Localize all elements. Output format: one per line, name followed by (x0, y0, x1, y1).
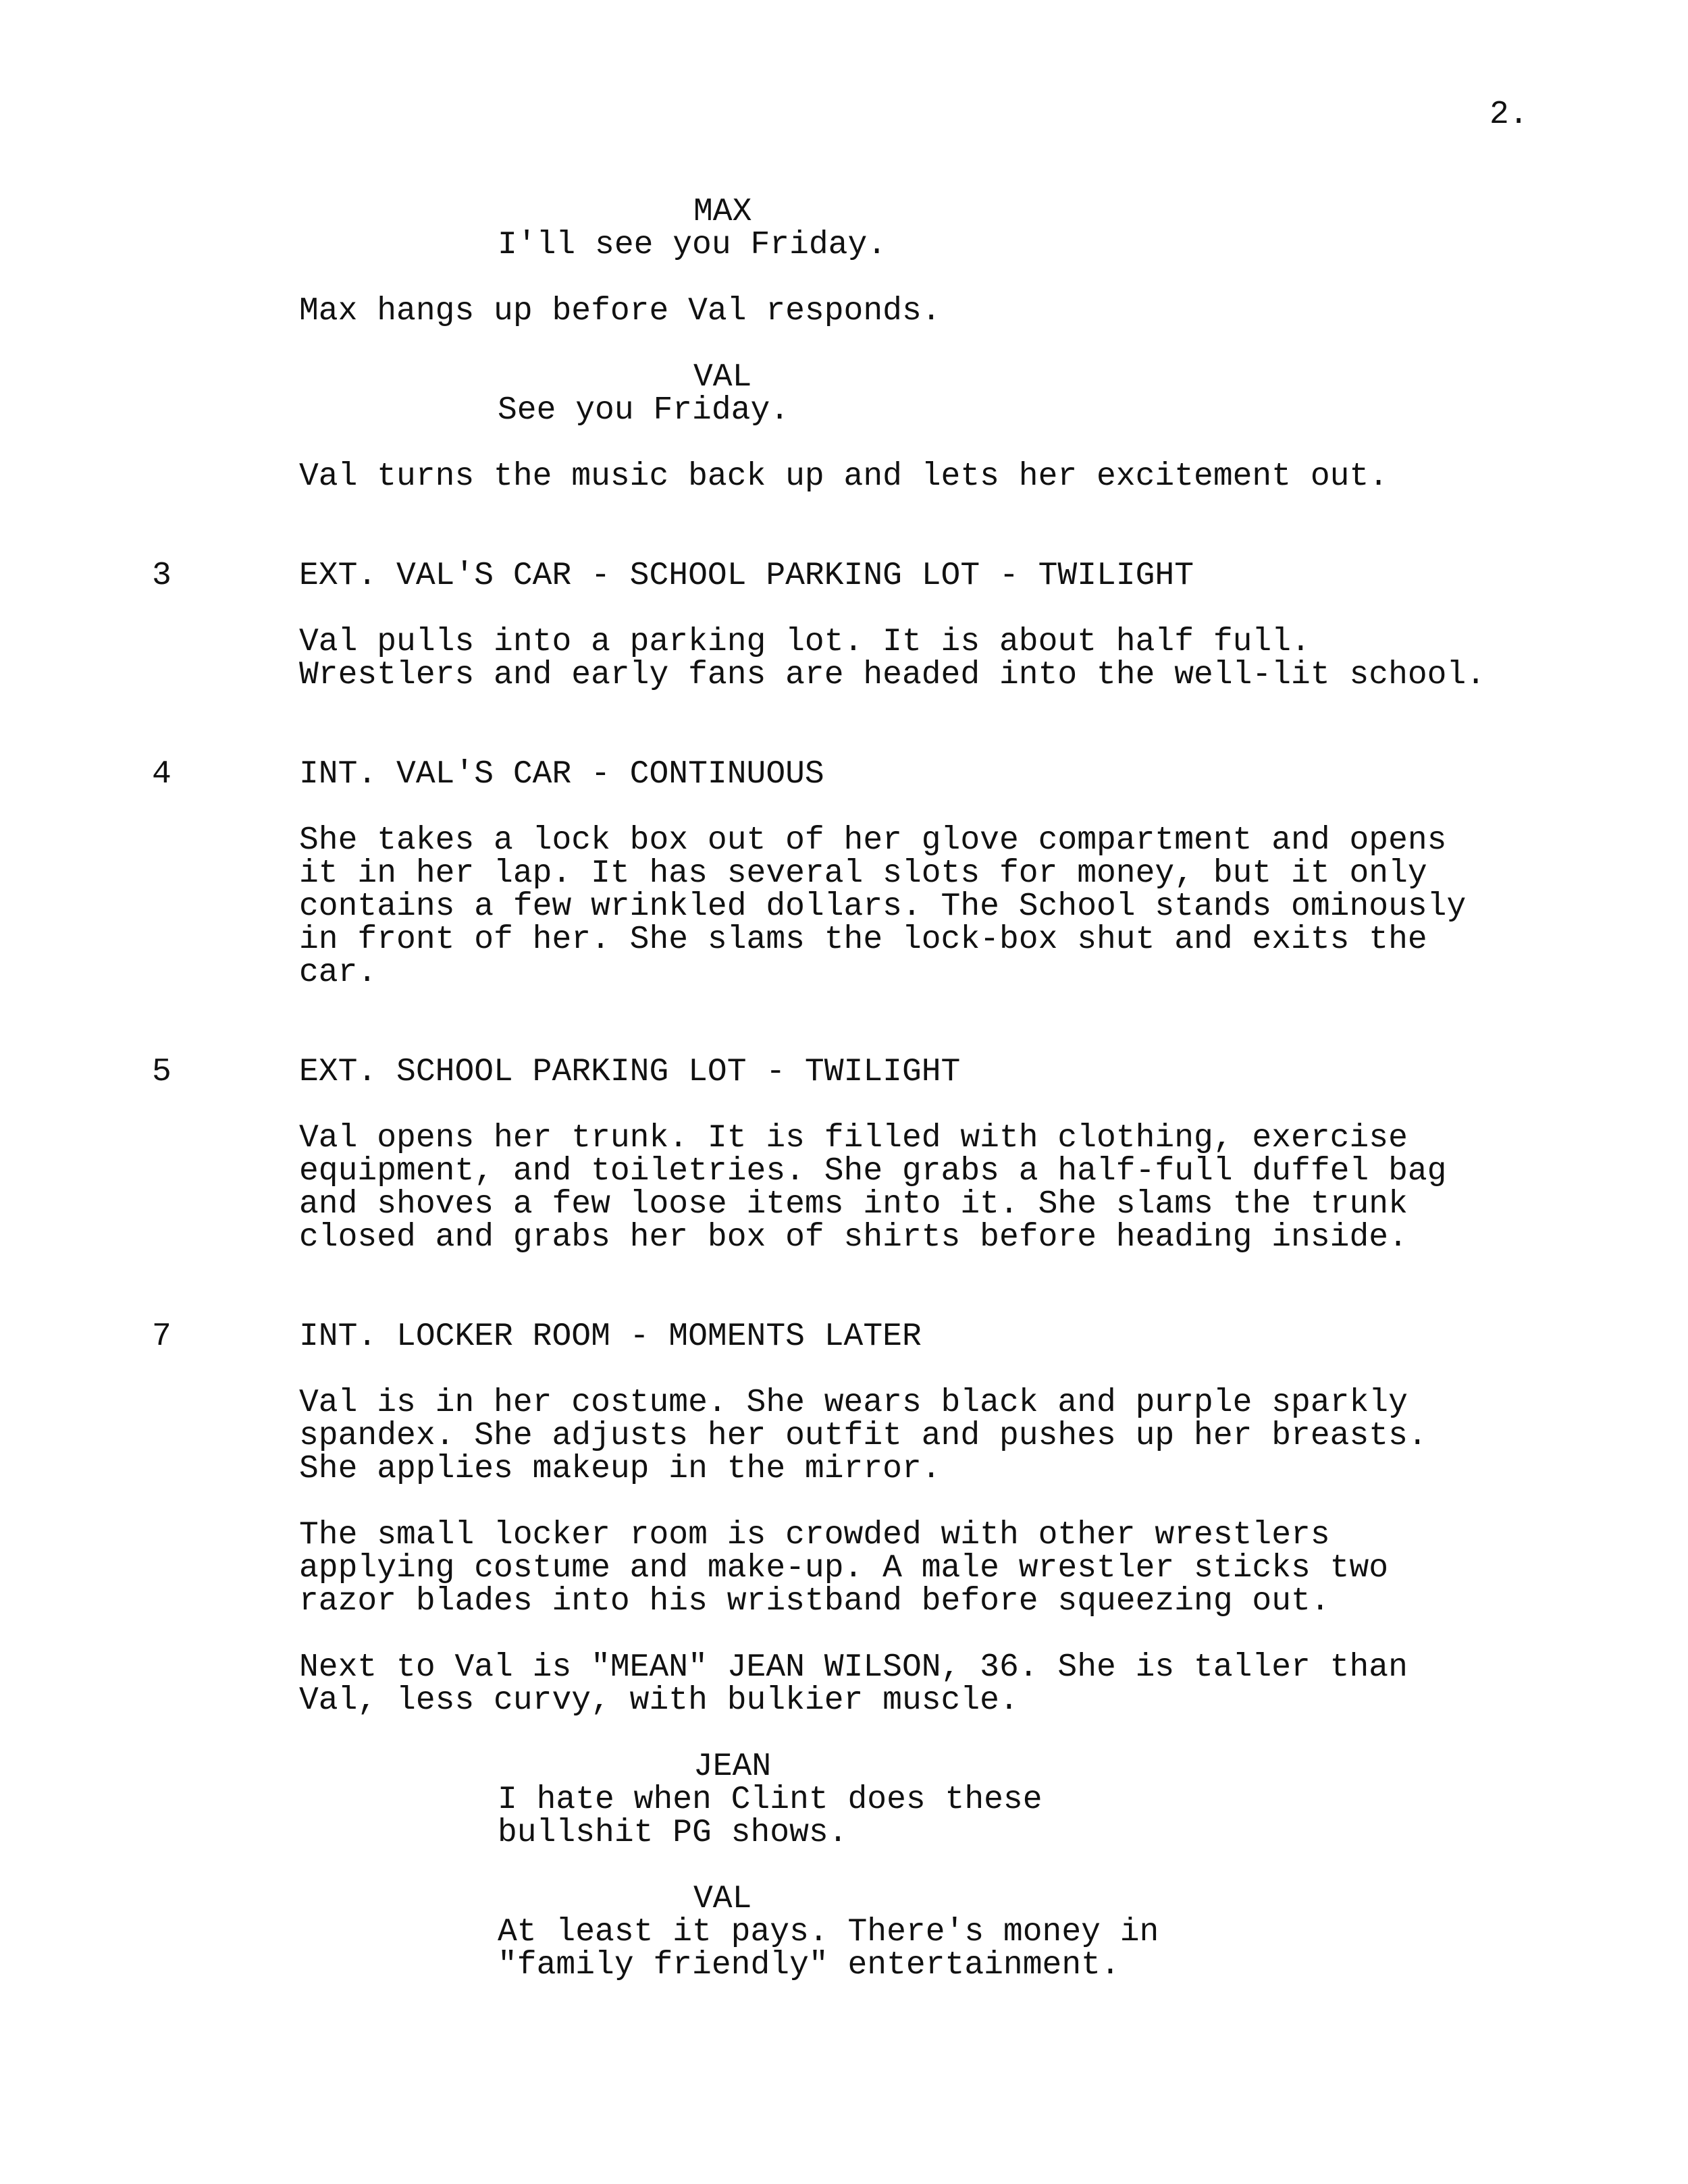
character-name: VAL (693, 359, 752, 396)
dialogue-line: I hate when Clint does these (498, 1782, 1043, 1818)
scene-heading: INT. VAL'S CAR - CONTINUOUS (299, 756, 824, 793)
scene-heading: INT. LOCKER ROOM - MOMENTS LATER (299, 1319, 922, 1355)
action-line: Val pulls into a parking lot. It is about half full. (299, 624, 1311, 660)
action-line: Next to Val is "MEAN" JEAN WILSON, 36. She is taller than (299, 1649, 1408, 1686)
action-line: Val turns the music back up and lets her excitement out. (299, 458, 1389, 495)
action-line: The small locker room is crowded with other wrestlers (299, 1517, 1330, 1553)
action-line: Max hangs up before Val responds. (299, 293, 941, 329)
scene-heading: EXT. VAL'S CAR - SCHOOL PARKING LOT - TWILIGHT (299, 558, 1194, 594)
scene-number: 3 (152, 558, 172, 594)
page-number: 2. (1489, 97, 1529, 133)
scene-number: 4 (152, 756, 172, 793)
action-line: She takes a lock box out of her glove compartment and opens (299, 822, 1447, 859)
action-line: closed and grabs her box of shirts before heading inside. (299, 1219, 1408, 1256)
action-line: Val is in her costume. She wears black and purple sparkly (299, 1385, 1408, 1421)
action-line: and shoves a few loose items into it. She slams the trunk (299, 1186, 1408, 1223)
scene-heading: EXT. SCHOOL PARKING LOT - TWILIGHT (299, 1054, 961, 1090)
action-line: it in her lap. It has several slots for money, but it only (299, 855, 1427, 892)
action-line: spandex. She adjusts her outfit and pushes up her breasts. (299, 1418, 1427, 1454)
action-line: applying costume and make-up. A male wrestler sticks two (299, 1550, 1389, 1587)
character-name: MAX (693, 194, 752, 230)
action-line: She applies makeup in the mirror. (299, 1451, 941, 1487)
character-name: JEAN (693, 1749, 772, 1785)
dialogue-line: bullshit PG shows. (498, 1815, 848, 1851)
action-line: in front of her. She slams the lock-box shut and exits the (299, 922, 1427, 958)
action-line: Val, less curvy, with bulkier muscle. (299, 1682, 1019, 1719)
action-line: car. (299, 955, 377, 991)
action-line: contains a few wrinkled dollars. The School stands ominously (299, 888, 1467, 925)
scene-number: 5 (152, 1054, 172, 1090)
action-line: equipment, and toiletries. She grabs a half-full duffel bag (299, 1153, 1447, 1190)
action-line: razor blades into his wristband before squeezing out. (299, 1583, 1330, 1620)
action-line: Val opens her trunk. It is filled with clothing, exercise (299, 1120, 1408, 1156)
dialogue-line: At least it pays. There's money in (498, 1914, 1159, 1950)
character-name: VAL (693, 1881, 752, 1917)
dialogue-line: See you Friday. (498, 392, 790, 429)
dialogue-line: "family friendly" entertainment. (498, 1947, 1120, 1983)
action-line: Wrestlers and early fans are headed into the well-lit school. (299, 657, 1486, 693)
scene-number: 7 (152, 1319, 172, 1355)
dialogue-line: I'll see you Friday. (498, 227, 887, 263)
